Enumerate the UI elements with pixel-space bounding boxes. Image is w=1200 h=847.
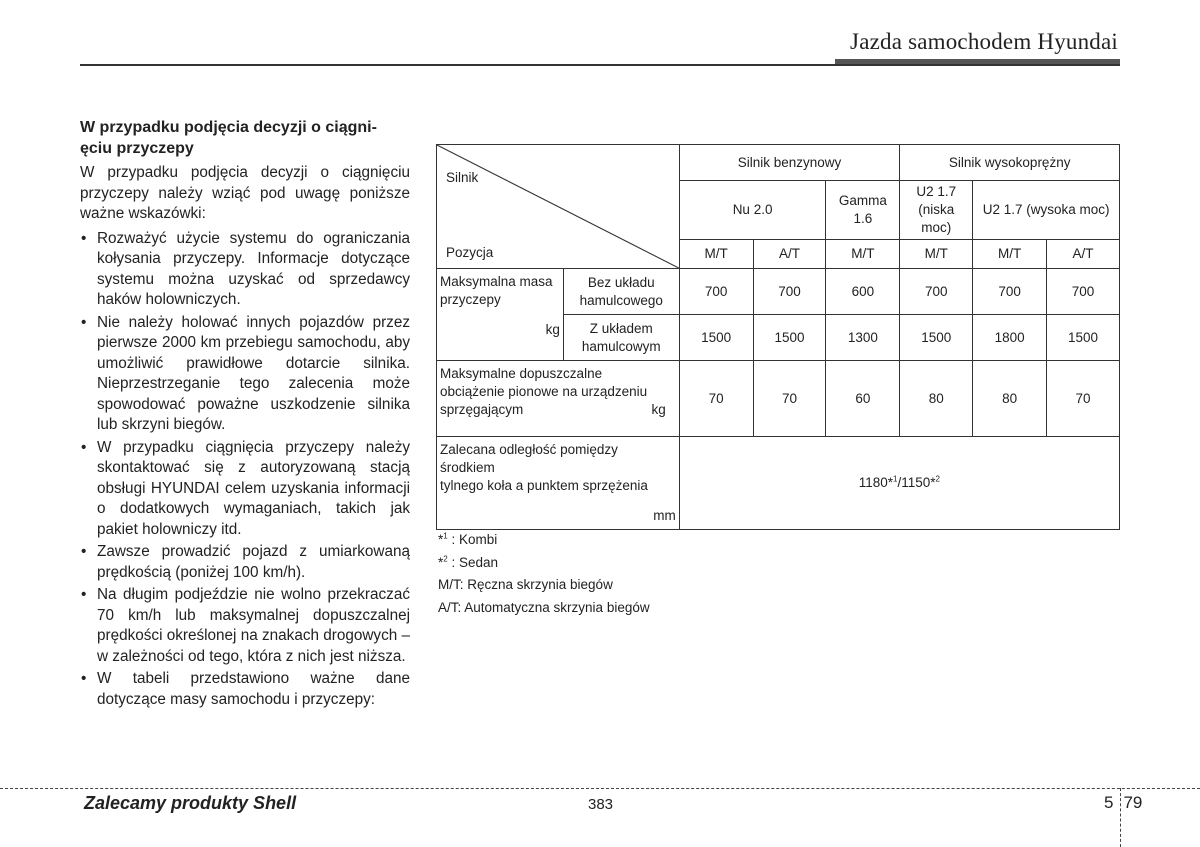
engine-header-u2-low-line2: (niska moc) (918, 202, 955, 235)
row-label-line: Maksymalne dopuszczalne (440, 366, 603, 381)
table-cell: 70 (753, 361, 826, 437)
list-item: • Na długim podjeździe nie wolno przekraczać 70 km/h lub maksymalnej dopuszczalnej prędkości określonej na znakach drogowych – w zależności od tego, która z nich jest niższa. (80, 585, 410, 667)
chapter-number: 5 (1104, 793, 1114, 812)
footnote-ref: 1 (893, 474, 898, 484)
left-column (80, 118, 410, 712)
table-cell: 70 (679, 361, 753, 437)
sub-label-line: Z układem (589, 320, 653, 336)
table-cell: 1500 (753, 315, 826, 361)
sub-label-unbraked (563, 269, 679, 315)
note-sup: 2 (443, 554, 448, 563)
section-heading-line2: ęciu przyczepy (80, 139, 194, 157)
list-item: • Zawsze prowadzić pojazd z umiarkowaną prędkością (poniżej 100 km/h). (80, 542, 410, 583)
row-unit: kg (545, 322, 560, 337)
engine-header-u2-low (900, 181, 973, 240)
corner-label-engine: Silnik (446, 170, 479, 185)
table-cell: 1500 (900, 315, 973, 361)
table-cell: 60 (826, 361, 900, 437)
engine-header-u2-high: U2 1.7 (wysoka moc) (973, 181, 1120, 240)
table-cell: 80 (973, 361, 1047, 437)
gearbox-header: M/T (900, 240, 973, 269)
note-item (438, 574, 650, 597)
row-label-line: Maksymalna masa (440, 274, 553, 289)
section-heading-line1: W przypadku podjęcia decyzji o ciągni- (80, 119, 377, 136)
header-rule (80, 64, 1120, 66)
row-unit: mm (653, 508, 676, 523)
footer-page-number: 383 (588, 796, 614, 813)
row-label-max-trailer-mass (437, 269, 564, 361)
table-cell: 1300 (826, 315, 900, 361)
sub-label-line: Bez układu (587, 274, 655, 290)
table-cell: 1500 (1047, 315, 1120, 361)
chapter-page: 79 (1123, 793, 1143, 812)
note-text: : Kombi (447, 532, 498, 547)
table-cell: 80 (900, 361, 973, 437)
table-cell: 700 (900, 269, 973, 315)
list-item: • Nie należy holować innych pojazdów przez pierwsze 2000 km przebiegu samochodu, aby umożliwić prawidłowe dotarcie silnika. Nieprzestrzeganie tego zalecenia może spowodować poważne uszkodzenie silnika lub skrzyni biegów. (80, 313, 410, 436)
note-item (438, 529, 650, 552)
list-item: • W tabeli przedstawiono ważne dane dotyczące masy samochodu i przyczepy: (80, 669, 410, 710)
note-mark: * (438, 554, 444, 570)
group-header-petrol: Silnik benzynowy (679, 145, 900, 181)
note-item (438, 552, 650, 575)
intro-paragraph: W przypadku podjęcia decyzji o ciągnięciu przyczepy należy wziąć pod uwagę poniższe ważne wskazówki: (80, 164, 410, 222)
row-label-line: tylnego koła a punktem sprzężenia (440, 478, 648, 493)
row-unit: kg (651, 402, 666, 417)
section-heading (80, 118, 410, 159)
footer-rule (0, 788, 1200, 789)
table-cell: 700 (1047, 269, 1120, 315)
engine-header-gamma: Gamma 1.6 (826, 181, 900, 240)
gearbox-header: M/T (679, 240, 753, 269)
sub-label-line: hamulcowego (579, 292, 663, 308)
row-label-axle-distance (437, 437, 680, 530)
group-header-diesel: Silnik wysokoprężny (900, 145, 1120, 181)
value-kombi: 1180* (858, 475, 894, 490)
page-header-title: Jazda samochodem Hyundai (850, 29, 1118, 54)
engine-header-u2-low-line1: U2 1.7 (916, 184, 957, 199)
table-cell: 700 (679, 269, 753, 315)
table-cell: 700 (753, 269, 826, 315)
note-mark: * (438, 532, 444, 547)
gearbox-header: A/T (1047, 240, 1120, 269)
engine-header-nu: Nu 2.0 (679, 181, 826, 240)
footer-brand: Zalecamy produkty Shell (84, 793, 297, 813)
note-item (438, 597, 650, 620)
footnote-ref: 2 (935, 474, 940, 484)
sub-label-line: hamulcowym (581, 338, 661, 354)
corner-label-position: Pozycja (446, 245, 494, 260)
footer-section-number (1104, 793, 1142, 813)
trailer-spec-table (436, 144, 1120, 530)
list-item: • W przypadku ciągnięcia przyczepy należy skontaktować się z autoryzowaną stacją obsługi HYUNDAI celem uzyskania informacji o dodatkowych wymaganiach, takich jak pakiet holowniczy itd. (80, 438, 410, 541)
table-notes (438, 529, 650, 619)
value-sedan: /1150* (897, 475, 936, 490)
table-corner-cell (437, 145, 680, 269)
row-label-line: Zalecana odległość pomiędzy środkiem (440, 442, 618, 475)
row-label-line: obciążenie pionowe na urządzeniu (440, 384, 648, 399)
row-label-line: przyczepy (440, 292, 501, 307)
sub-label-braked (563, 315, 679, 361)
gearbox-header: M/T (973, 240, 1047, 269)
row-label-line: sprzęgającym (440, 402, 524, 417)
note-sup: 1 (443, 531, 448, 541)
gearbox-header: A/T (753, 240, 826, 269)
table-cell: 600 (826, 269, 900, 315)
note-text: A/T: Automatyczna skrzynia biegów (438, 599, 650, 615)
row-label-vertical-load (437, 361, 680, 437)
list-item: • Rozważyć użycie systemu do ograniczania kołysania przyczepy. Informacje dotyczące systemu można uzyskać od sprzedawcy haków holowniczych. (80, 229, 410, 311)
axle-distance-value (679, 437, 1119, 530)
guidelines-list (80, 229, 410, 711)
table-cell: 1500 (679, 315, 753, 361)
gearbox-header: M/T (826, 240, 900, 269)
table-cell: 70 (1047, 361, 1120, 437)
note-text: M/T: Ręczna skrzynia biegów (438, 577, 613, 592)
table-cell: 1800 (973, 315, 1047, 361)
table-cell: 700 (973, 269, 1047, 315)
note-text: : Sedan (447, 554, 499, 570)
